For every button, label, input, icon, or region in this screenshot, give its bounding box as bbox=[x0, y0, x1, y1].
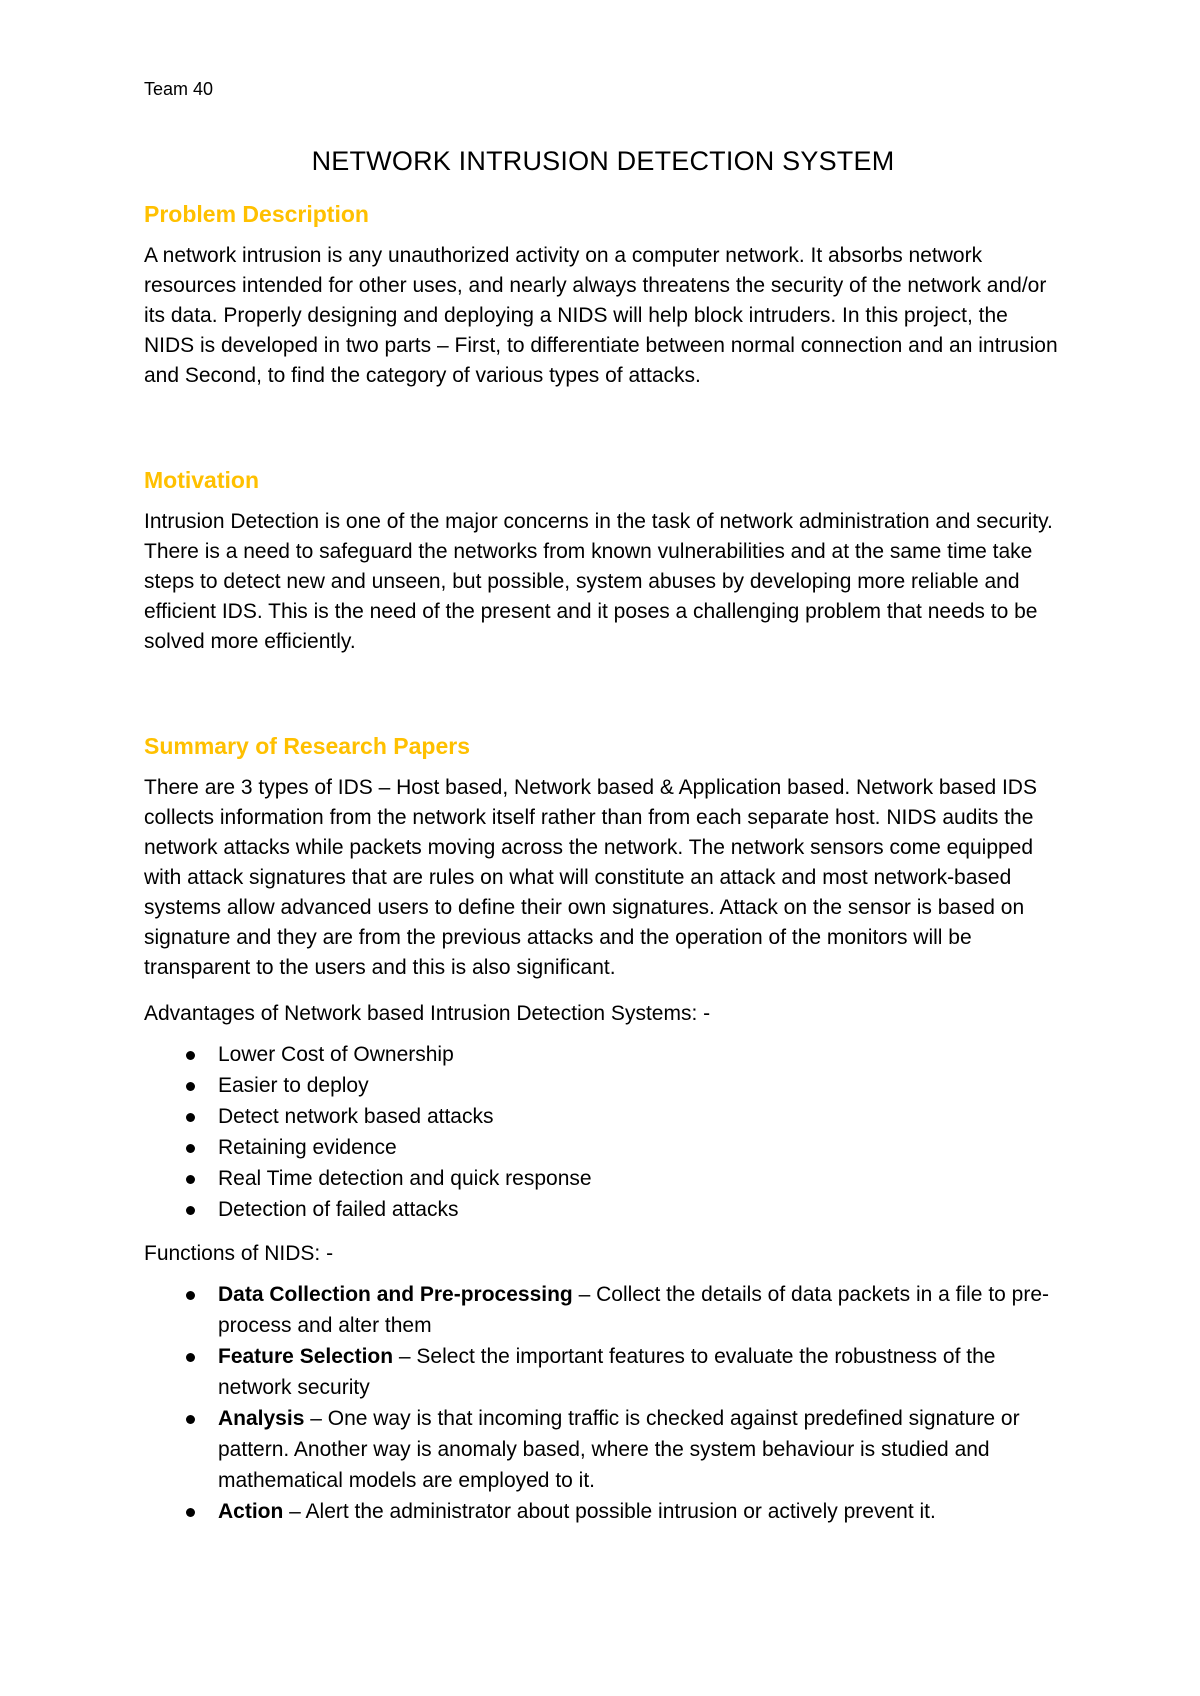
function-item bbox=[144, 1496, 1062, 1527]
bullet-icon bbox=[186, 1508, 195, 1517]
advantage-item bbox=[144, 1101, 1062, 1132]
page-header: Team 40 bbox=[144, 79, 214, 99]
function-item bbox=[144, 1403, 1062, 1496]
function-item bbox=[144, 1341, 1062, 1403]
function-term: Action bbox=[218, 1500, 284, 1523]
document-title: NETWORK INTRUSION DETECTION SYSTEM bbox=[311, 146, 895, 176]
function-description: – Select the important features to evaluate the robustness of the network security bbox=[218, 1345, 996, 1399]
advantage-item bbox=[144, 1194, 1062, 1225]
section-motivation bbox=[144, 465, 1062, 657]
bullet-icon bbox=[186, 1206, 195, 1215]
problem-body: A network intrusion is any unauthorized activity on a computer network. It absorbs network resources intended for other uses, and nearly always threatens the security of the network and/or its data. Properly designing and deploying a NIDS will help block intruders. In this project, the NIDS is developed in two parts – First, to differentiate between normal connection and an intrusion and Second, to find the category of various types of attacks. bbox=[144, 244, 1058, 387]
advantage-text: Easier to deploy bbox=[218, 1074, 369, 1097]
section-summary bbox=[144, 731, 1062, 1527]
bullet-icon bbox=[186, 1051, 195, 1060]
function-term: Data Collection and Pre-processing bbox=[218, 1283, 573, 1306]
bullet-icon bbox=[186, 1415, 195, 1424]
section-problem-description bbox=[144, 199, 1062, 391]
advantages-intro: Advantages of Network based Intrusion Detection Systems: - bbox=[144, 1002, 711, 1025]
document-page bbox=[144, 0, 1062, 1696]
function-term: Feature Selection bbox=[218, 1345, 394, 1368]
motivation-heading: Motivation bbox=[144, 467, 259, 493]
advantages-list bbox=[144, 1039, 1062, 1225]
summary-heading: Summary of Research Papers bbox=[144, 733, 470, 759]
bullet-icon bbox=[186, 1082, 195, 1091]
advantage-text: Detect network based attacks bbox=[218, 1105, 494, 1128]
problem-heading: Problem Description bbox=[144, 201, 369, 227]
advantage-text: Detection of failed attacks bbox=[218, 1198, 459, 1221]
summary-body: There are 3 types of IDS – Host based, Network based & Application based. Network based IDS collects information from the network itself rather than from each separate host. NIDS audits the network attacks while packets moving across the network. The network sensors come equipped with attack signatures that are rules on what will constitute an attack and most network-based systems allow advanced users to define their own signatures. Attack on the sensor is based on signature and they are from the previous attacks and the operation of the monitors will be transparent to the users and this is also significant. bbox=[144, 776, 1037, 979]
bullet-icon bbox=[186, 1353, 195, 1362]
function-description: – Collect the details of data packets in a file to pre-process and alter them bbox=[218, 1283, 1050, 1337]
bullet-icon bbox=[186, 1175, 195, 1184]
function-description: – Alert the administrator about possible intrusion or actively prevent it. bbox=[283, 1500, 936, 1523]
advantage-text: Retaining evidence bbox=[218, 1136, 397, 1159]
advantage-item bbox=[144, 1070, 1062, 1101]
advantage-item bbox=[144, 1163, 1062, 1194]
advantage-text: Real Time detection and quick response bbox=[218, 1167, 592, 1190]
bullet-icon bbox=[186, 1291, 195, 1300]
function-term: Analysis bbox=[218, 1407, 305, 1430]
functions-list bbox=[144, 1279, 1062, 1527]
bullet-icon bbox=[186, 1113, 195, 1122]
functions-intro: Functions of NIDS: - bbox=[144, 1242, 334, 1265]
advantage-item bbox=[144, 1132, 1062, 1163]
function-item bbox=[144, 1279, 1062, 1341]
bullet-icon bbox=[186, 1144, 195, 1153]
advantage-item bbox=[144, 1039, 1062, 1070]
motivation-body: Intrusion Detection is one of the major concerns in the task of network administration and security. There is a need to safeguard the networks from known vulnerabilities and at the same time take steps to detect new and unseen, but possible, system abuses by developing more reliable and efficient IDS. This is the need of the present and it poses a challenging problem that needs to be solved more efficiently. bbox=[144, 510, 1053, 653]
advantage-text: Lower Cost of Ownership bbox=[218, 1043, 454, 1066]
function-description: – One way is that incoming traffic is checked against predefined signature or pattern. Another way is anomaly based, where the system behaviour is studied and mathematical models are employed to it. bbox=[218, 1407, 1020, 1492]
